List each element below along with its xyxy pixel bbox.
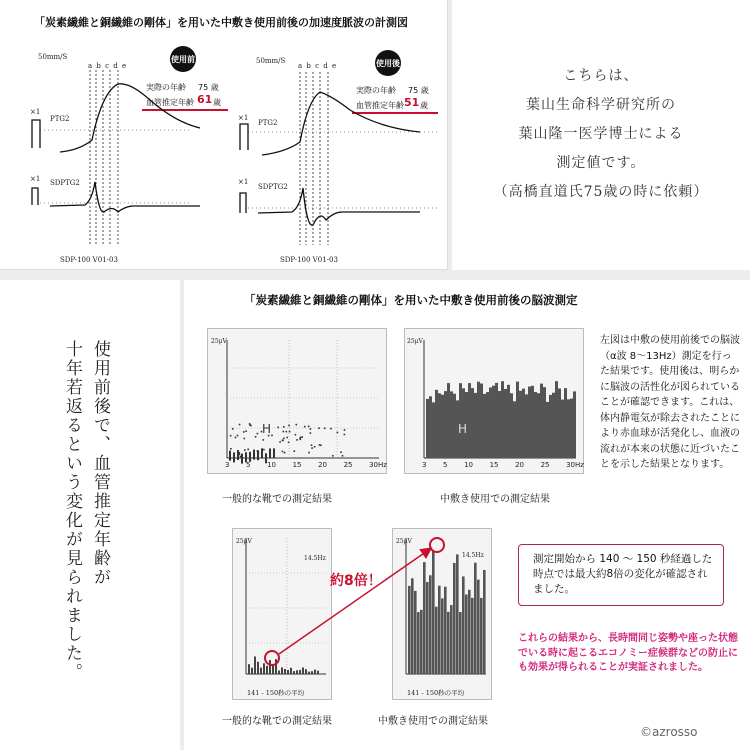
chart2-y-label: 25μV — [407, 338, 423, 345]
chart1-h-mark: H — [262, 422, 272, 436]
after-ptg-label: PTG2 — [258, 119, 278, 127]
before-vascular-label: 血管推定年齢 — [146, 98, 194, 107]
after-vascular-unit: 歳 — [420, 101, 428, 110]
after-badge: 使用後 — [375, 50, 401, 76]
chart3-x-label: 141 - 150秒の平均 — [247, 689, 305, 697]
after-x1-a: ×1 — [238, 114, 249, 122]
copyright: ©azrosso — [640, 725, 698, 739]
conclusion-text: これらの結果から、長時間同じ姿勢や座った状態でいる時に起こるエコノミー症候群などの防止にも効果が得られることが実証されました。 — [518, 633, 738, 673]
chart4-hz-label: 14.5Hz — [462, 552, 484, 559]
intro-line: 葉山生命科学研究所の — [526, 97, 676, 113]
before-badge: 使用前 — [170, 46, 196, 72]
ratio-label: 約8倍！ — [330, 573, 382, 589]
chart2-h-mark: H — [458, 422, 468, 436]
chart3-y-label: 25μV — [236, 538, 252, 545]
after-marks: a b c d e — [298, 62, 338, 70]
x-tick: 3 — [225, 461, 230, 469]
x-tick: 15 — [489, 461, 499, 469]
before-actual-value: 75 歳 — [198, 83, 219, 92]
after-actual-value: 75 歳 — [408, 86, 429, 95]
intro-line: 測定値です。 — [556, 155, 646, 171]
after-vascular-value: 51 — [404, 96, 420, 109]
x-tick: 10 — [267, 461, 277, 469]
after-vascular-label: 血管推定年齢 — [356, 101, 404, 110]
eeg-title: 「炭素繊維と銅繊維の剛体」を用いた中敷き使用前後の脳波測定 — [244, 293, 578, 307]
before-marks: a b c d e — [88, 62, 128, 70]
x-tick: 25 — [540, 461, 550, 469]
chart3-hz-label: 14.5Hz — [304, 555, 326, 562]
intro-line: こちらは、 — [563, 68, 639, 84]
after-footer: SDP-100 V01-03 — [280, 256, 338, 264]
x-tick: 5 — [246, 461, 251, 469]
chart4-x-label: 141 - 150秒の平均 — [407, 689, 465, 697]
intro-line: 葉山隆一医学博士による — [518, 126, 684, 142]
after-x1-b: ×1 — [238, 178, 249, 186]
vertical-line-1: 使用前後で、血管推定年齢が — [90, 340, 110, 587]
pulse-wave-title: 「炭素繊維と銅繊維の剛体」を用いた中敷き使用前後の加速度脈波の計測図 — [34, 16, 408, 29]
after-actual-label: 実際の年齢 — [356, 86, 396, 95]
after-scale: 50mm/S — [256, 57, 286, 65]
x-tick: 30Hz — [566, 461, 584, 469]
before-ptg-label: PTG2 — [50, 115, 70, 123]
before-vascular-unit: 歳 — [213, 98, 221, 107]
note-box: 測定開始から 140 ～ 150 秒経過した時点では最大約8倍の変化が確認されました。 — [518, 544, 724, 606]
x-tick: 15 — [292, 461, 302, 469]
before-vascular-value: 61 — [197, 93, 213, 106]
x-tick: 20 — [318, 461, 328, 469]
x-tick: 30Hz — [369, 461, 387, 469]
chart1-y-label: 25μV — [211, 338, 227, 345]
chart3-caption: 一般的な靴での測定結果 — [222, 716, 332, 727]
chart2-caption: 中敷き使用での測定結果 — [440, 494, 550, 505]
x-tick: 20 — [515, 461, 525, 469]
before-sdptg-label: SDPTG2 — [50, 179, 80, 187]
before-footer: SDP-100 V01-03 — [60, 256, 118, 264]
x-tick: 5 — [443, 461, 448, 469]
vertical-line-2: 十年若返るという変化が見られました。 — [62, 340, 82, 682]
x-tick: 10 — [464, 461, 474, 469]
chart4-y-label: 25μV — [396, 538, 412, 545]
chart4-caption: 中敷き使用での測定結果 — [378, 716, 488, 727]
x-tick: 3 — [422, 461, 427, 469]
before-actual-label: 実際の年齢 — [146, 83, 186, 92]
before-scale: 50mm/S — [38, 53, 68, 61]
before-x1-a: ×1 — [30, 108, 41, 116]
before-x1-b: ×1 — [30, 175, 41, 183]
eeg-description: 左図は中敷の使用前後での脳波（α波 8～13Hz）測定を行った結果です。使用後は、明らかに脳波の活性化が図られていることが確認できます。これは、体内静電気が除去されたことにより赤血球が活発化し、血液の流れが本来の状態に近づいたことを示した結果となります。 — [600, 335, 740, 470]
after-sdptg-label: SDPTG2 — [258, 183, 288, 191]
chart1-caption: 一般的な靴での測定結果 — [222, 494, 332, 505]
intro-line: （高橋直道氏75歳の時に依頼） — [493, 184, 709, 200]
x-tick: 25 — [343, 461, 353, 469]
